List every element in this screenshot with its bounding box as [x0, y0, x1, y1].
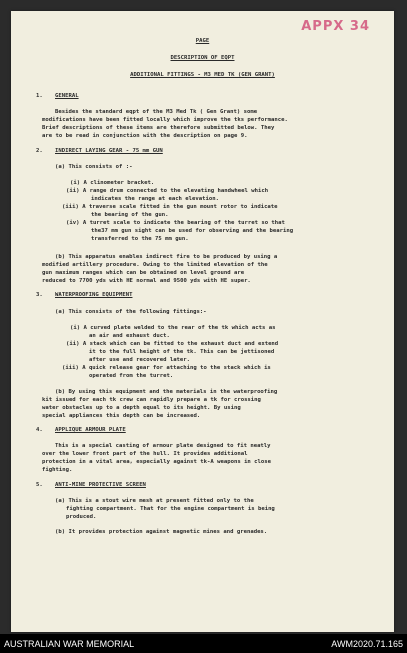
section-4-line: over the lower front part of the hull. It provides additional: [42, 451, 248, 457]
section-1-number: 1.: [36, 93, 43, 99]
section-3-item: an air and exhaust duct.: [89, 333, 170, 339]
section-2-heading: INDIRECT LAYING GEAR - 75 mm GUN: [55, 148, 163, 154]
section-3-item: operated from the turret.: [89, 373, 174, 379]
page-label: PAGE: [195, 38, 210, 44]
section-4-line: fighting.: [42, 467, 73, 473]
section-2-item: the37 mm gun sight can be used for observing and the bearing: [91, 228, 294, 234]
section-2-b-line: (b) This apparatus enables indirect fire to be produced by using a: [55, 254, 278, 260]
section-3-a-intro: (a) This consists of the following fittings:-: [55, 309, 207, 315]
section-4-line: protection in a vital area, especially against tk-A weapons in close: [42, 459, 272, 465]
section-2-number: 2.: [36, 148, 43, 154]
section-4-line: This is a special casting of armour plate designed to fit neatly: [55, 443, 271, 449]
section-2-item: (iii) A traverse scale fitted in the gun mount rotor to indicate: [62, 204, 278, 210]
section-2-item: indicates the range at each elevation.: [91, 196, 219, 202]
section-3-b-line: water obstacles up to a depth equal to its height. By using: [42, 405, 241, 411]
section-2-a-intro: (a) This consists of :-: [55, 164, 133, 170]
section-5-a-line: produced.: [66, 514, 97, 520]
section-5-a-line: (a) This is a stout wire mesh at present fitted only to the: [55, 498, 254, 504]
footer-accession-number: AWM2020.71.165: [331, 639, 403, 649]
section-3-b-line: kit issued for each tk crew can rapidly prepare a tk for crossing: [42, 397, 261, 403]
section-5-heading: ANTI-MINE PROTECTIVE SCREEN: [55, 482, 146, 488]
section-1-line: modifications have been fitted locally which improve the tks performance.: [42, 117, 288, 123]
section-1-line: Besides the standard eqpt of the M3 Med Tk ( Gen Grant) some: [55, 109, 258, 115]
section-3-item: after use and recovered later.: [89, 357, 191, 363]
section-2-item: transferred to the 75 mm gun.: [91, 236, 189, 242]
section-2-item: (iv) A turret scale to indicate the bearing of the turret so that: [66, 220, 285, 226]
section-3-b-line: special appliances this depth can be increased.: [42, 413, 201, 419]
footer-institution: AUSTRALIAN WAR MEMORIAL: [4, 639, 135, 649]
section-3-item: it to the full height of the tk. This can be jettisoned: [89, 349, 275, 355]
section-2-b-line: modified artillery procedure. Owing to the limited elevation of the: [42, 262, 268, 268]
section-1-line: Brief descriptions of these items are therefore submitted below. They: [42, 125, 275, 131]
appendix-annotation: APPX 34: [301, 19, 370, 34]
section-5-a-line: fighting compartment. That for the engine compartment is being: [66, 506, 275, 512]
document-page: [11, 11, 394, 632]
title-line-2: ADDITIONAL FITTINGS - M3 MED TK (GEN GRANT): [130, 72, 275, 78]
section-4-number: 4.: [36, 427, 43, 433]
section-5-number: 5.: [36, 482, 43, 488]
title-line-1: DESCRIPTION OF EQPT: [170, 55, 235, 61]
section-3-heading: WATERPROOFING EQUIPMENT: [55, 292, 133, 298]
section-3-item: (ii) A stack which can be fitted to the exhaust duct and extend: [66, 341, 279, 347]
section-2-b-line: reduced to 7700 yds with HE normal and 9500 yds with HE super.: [42, 278, 251, 284]
section-3-b-line: (b) By using this equipment and the materials in the waterproofing: [55, 389, 278, 395]
section-2-item: the bearing of the gun.: [91, 212, 169, 218]
section-3-number: 3.: [36, 292, 43, 298]
section-1-heading: GENERAL: [55, 93, 79, 99]
section-3-item: (iii) A quick release gear for attaching to the stack which is: [62, 365, 271, 371]
section-4-heading: APPLIQUE ARMOUR PLATE: [55, 427, 126, 433]
archive-footer: [0, 634, 407, 653]
section-2-item: (ii) A range drum connected to the elevating handwheel which: [66, 188, 269, 194]
section-2-b-line: gun maximum ranges which can be obtained on level ground are: [42, 270, 245, 276]
section-3-item: (i) A curved plate welded to the rear of the tk which acts as: [70, 325, 276, 331]
section-5-b-line: (b) It provides protection against magnetic mines and grenades.: [55, 529, 268, 535]
section-2-item: (i) A clinometer bracket.: [70, 180, 155, 186]
section-1-line: are to be read in conjunction with the description on page 9.: [42, 133, 248, 139]
